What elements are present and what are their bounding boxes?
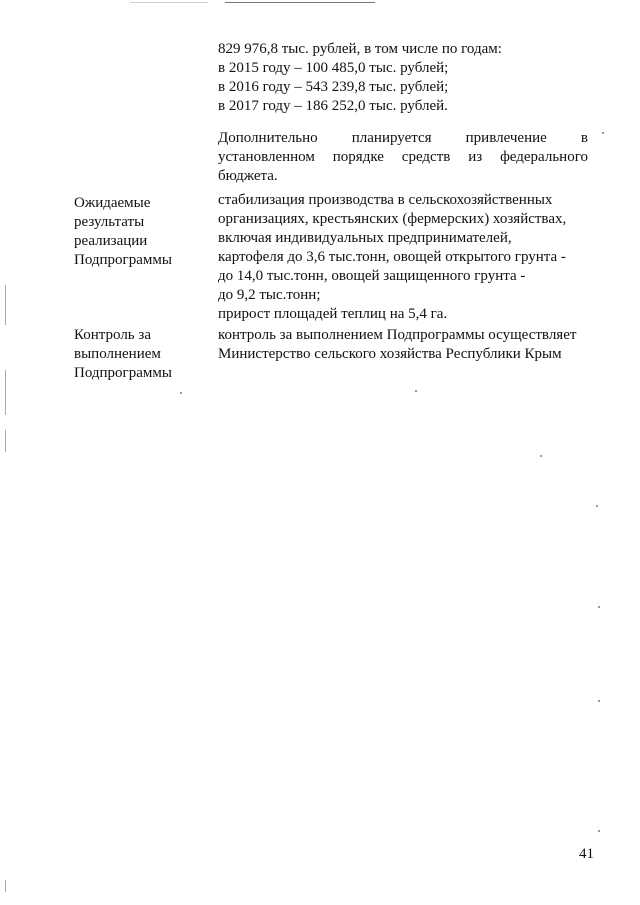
- result-line: картофеля до 3,6 тыс.тонн, овощей открытого грунта -: [218, 249, 566, 265]
- word: Дополнительно: [218, 130, 318, 146]
- label-line: Подпрограммы: [74, 252, 172, 268]
- funding-total-line: 829 976,8 тыс. рублей, в том числе по годам:: [218, 41, 502, 57]
- label-line: Подпрограммы: [74, 365, 172, 381]
- funding-2017-line: в 2017 году – 186 252,0 тыс. рублей.: [218, 98, 448, 114]
- scan-speck: [180, 392, 182, 394]
- additional-funding-line-1: [218, 129, 588, 148]
- scan-speck: [540, 455, 542, 457]
- scan-edge-mark: [5, 430, 6, 452]
- label-line: Контроль за: [74, 327, 151, 343]
- top-rule-faint: [130, 2, 208, 3]
- scan-edge-mark: [5, 285, 6, 325]
- word: в: [580, 130, 588, 146]
- word: порядке: [332, 149, 384, 165]
- scan-speck: [598, 606, 600, 608]
- page-number: 41: [579, 846, 594, 862]
- expected-results-label: [74, 194, 204, 270]
- result-line: прирост площадей теплиц на 5,4 га.: [218, 306, 448, 322]
- top-rule: [225, 2, 375, 3]
- label-line: выполнением: [74, 346, 161, 362]
- word: из: [468, 149, 483, 165]
- additional-funding-line-2: [218, 148, 588, 167]
- word: установленном: [218, 149, 315, 165]
- scan-speck: [598, 830, 600, 832]
- scan-speck: [596, 505, 598, 507]
- funding-2015-line: в 2015 году – 100 485,0 тыс. рублей;: [218, 60, 449, 76]
- control-line: контроль за выполнением Подпрограммы осуществляет: [218, 327, 577, 343]
- word: планируется: [351, 130, 432, 146]
- scan-speck: [602, 132, 604, 134]
- scan-speck: [415, 390, 417, 392]
- result-line: включая индивидуальных предпринимателей,: [218, 230, 512, 246]
- scan-edge-mark: [5, 880, 6, 892]
- additional-funding-line-3: бюджета.: [218, 168, 278, 184]
- word: федерального: [500, 149, 588, 165]
- funding-2016-line: в 2016 году – 543 239,8 тыс. рублей;: [218, 79, 449, 95]
- scan-speck: [598, 700, 600, 702]
- label-line: результаты: [74, 214, 145, 230]
- control-line: Министерство сельского хозяйства Республики Крым: [218, 346, 562, 362]
- result-line: до 9,2 тыс.тонн;: [218, 287, 321, 303]
- word: привлечение: [465, 130, 547, 146]
- word: средств: [401, 149, 451, 165]
- result-line: до 14,0 тыс.тонн, овощей защищенного грунта -: [218, 268, 526, 284]
- result-line: стабилизация производства в сельскохозяйственных: [218, 192, 553, 208]
- label-line: реализации: [74, 233, 148, 249]
- result-line: организациях, крестьянских (фермерских) хозяйствах,: [218, 211, 567, 227]
- control-label: [74, 326, 204, 383]
- label-line: Ожидаемые: [74, 195, 151, 211]
- scan-edge-mark: [5, 370, 6, 415]
